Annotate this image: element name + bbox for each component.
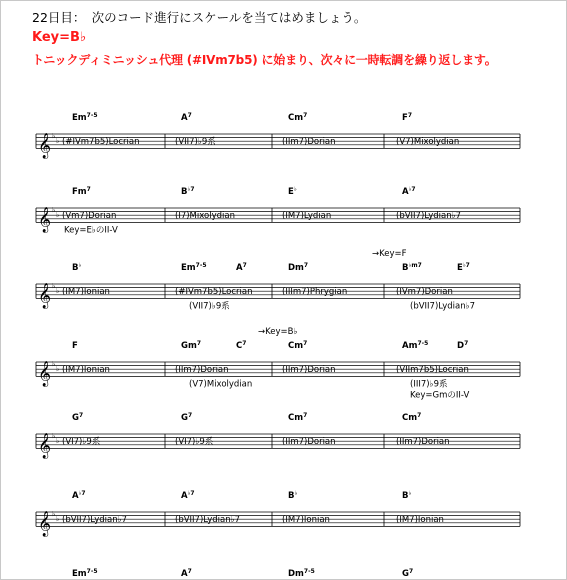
scale-label: (VII7)♭9系	[175, 137, 216, 148]
scale-label: (IIm7)Dorian	[282, 365, 336, 376]
scale-label: (IVm7)Dorian	[396, 287, 453, 298]
key-signature-flat-icon: ♭	[56, 437, 60, 446]
key-signature-flat-icon: ♭	[52, 282, 56, 290]
chord-symbol: $A^{♭7}$	[181, 490, 195, 501]
scale-label: (VIIm7b5)Locrian	[396, 365, 469, 376]
treble-clef-icon: 𝄞	[38, 283, 52, 309]
chord-symbol: Fm$^7$	[72, 186, 91, 197]
chord-symbol: Dm$^{7-5}$	[288, 568, 315, 579]
scale-label: (IM7)Ionian	[62, 365, 110, 376]
chord-symbol: Cm$^7$	[288, 412, 308, 423]
chord-symbol: Cm$^7$	[288, 112, 308, 123]
scale-label: (VI7)♭9系	[175, 437, 214, 448]
scale-label: (IM7)Ionian	[282, 515, 330, 526]
chord-symbol: E♭	[288, 186, 297, 197]
staff-system	[36, 112, 520, 158]
treble-clef-icon: 𝄞	[38, 133, 52, 159]
scale-label: (V7)Mixolydian	[396, 137, 460, 148]
treble-clef-icon: 𝄞	[38, 361, 52, 387]
chord-symbol: $A^{♭7}$	[72, 490, 86, 501]
chord-symbol: Am$^{7-5}$	[402, 340, 429, 351]
modulation-note: →Key=B♭	[258, 327, 298, 337]
chord-symbol: $A^7$	[236, 262, 247, 273]
chord-symbol: Gm$^7$	[181, 340, 202, 351]
chord-symbol: $D^7$	[457, 340, 469, 351]
staff-system	[36, 490, 520, 536]
staff-system	[36, 568, 520, 580]
annotation-note: (V7)Mixolydian	[189, 379, 253, 390]
key-signature-flat-icon: ♭	[56, 211, 60, 220]
scale-label: (#IVm7b5)Locrian	[175, 287, 253, 298]
scale-label: (I7)Mixolydian	[175, 211, 235, 222]
chord-symbol: B♭	[402, 490, 412, 501]
chord-symbol: $A^7$	[181, 112, 192, 123]
modulation-note: →Key=F	[372, 249, 407, 259]
staff-system	[36, 412, 520, 458]
key-signature-flat-icon: ♭	[56, 287, 60, 296]
treble-clef-icon: 𝄞	[38, 433, 52, 459]
key-signature-flat-icon: ♭	[52, 132, 56, 140]
annotation-note: (VII7)♭9系	[189, 301, 230, 312]
scale-label: (VI7)♭9系	[62, 437, 101, 448]
chord-symbol: Cm$^7$	[288, 340, 308, 351]
key-signature-flat-icon: ♭	[52, 360, 56, 368]
annotation-note: Key=GmのII-V	[410, 390, 470, 401]
description-line: トニックディミニッシュ代理 (#IVm7b5) に始まり、次々に一時転調を繰り返します。	[32, 53, 497, 67]
key-signature-flat-icon: ♭	[56, 365, 60, 374]
key-signature-flat-icon: ♭	[52, 510, 56, 518]
scale-label: (bVII7)Lydian♭7	[175, 515, 241, 526]
key-label: Key=B♭	[32, 30, 87, 45]
chord-symbol: $C^7$	[236, 340, 247, 351]
chord-symbol: $A^{♭7}$	[402, 186, 416, 197]
annotation-note: (III7)♭9系	[410, 379, 448, 390]
key-signature-flat-icon: ♭	[56, 137, 60, 146]
key-signature-flat-icon: ♭	[52, 206, 56, 214]
chord-symbol: $B^{♭7}$	[181, 186, 195, 197]
chord-symbol: $G^7$	[181, 412, 193, 423]
treble-clef-icon: 𝄞	[38, 511, 52, 537]
scale-label: (IIIm7)Phrygian	[282, 287, 348, 298]
scale-label: (IIm7)Dorian	[396, 437, 450, 448]
chord-symbol: $F^7$	[402, 112, 412, 123]
scale-label: (IM7)Ionian	[396, 515, 444, 526]
key-signature-flat-icon: ♭	[56, 515, 60, 524]
staff-system	[36, 327, 520, 400]
chord-symbol: Em$^{7-5}$	[72, 568, 98, 579]
chord-symbol: Em$^{7-5}$	[181, 262, 207, 273]
scale-label: (IIm7)Dorian	[175, 365, 229, 376]
scale-label: (#IVm7b5)Locrian	[62, 137, 140, 148]
chord-symbol: $G^7$	[402, 568, 414, 579]
scale-label: (Vm7)Dorian	[62, 211, 117, 222]
scale-label: (bVII7)Lydian♭7	[62, 515, 128, 526]
staff-system	[36, 249, 520, 311]
annotation-note: (bVII7)Lydian♭7	[410, 301, 476, 312]
chord-symbol: B♭	[72, 262, 82, 273]
key-signature-flat-icon: ♭	[52, 432, 56, 440]
chord-symbol: B♭	[288, 490, 298, 501]
scale-label: (bVII7)Lydian♭7	[396, 211, 462, 222]
chord-symbol: F	[72, 341, 78, 351]
chord-symbol: Em$^{7-5}$	[72, 112, 98, 123]
scale-label: (IM7)Ionian	[62, 287, 110, 298]
scale-label: (IM7)Lydian	[282, 211, 332, 222]
scale-label: (IIm7)Dorian	[282, 137, 336, 148]
staff-system	[36, 186, 520, 235]
scale-label: (IIm7)Dorian	[282, 437, 336, 448]
chord-symbol: $E^{♭7}$	[457, 262, 470, 273]
instruction-line: 22日目： 次のコード進行にスケールを当てはめましょう。	[32, 10, 367, 25]
chord-symbol: $A^7$	[181, 568, 192, 579]
chord-symbol: Dm$^7$	[288, 262, 309, 273]
chord-symbol: $G^7$	[72, 412, 84, 423]
annotation-note: Key=E♭のII-V	[64, 225, 118, 236]
treble-clef-icon: 𝄞	[38, 207, 52, 233]
chord-symbol: $B^{♭m7}$	[402, 262, 422, 273]
chord-symbol: Cm$^7$	[402, 412, 422, 423]
